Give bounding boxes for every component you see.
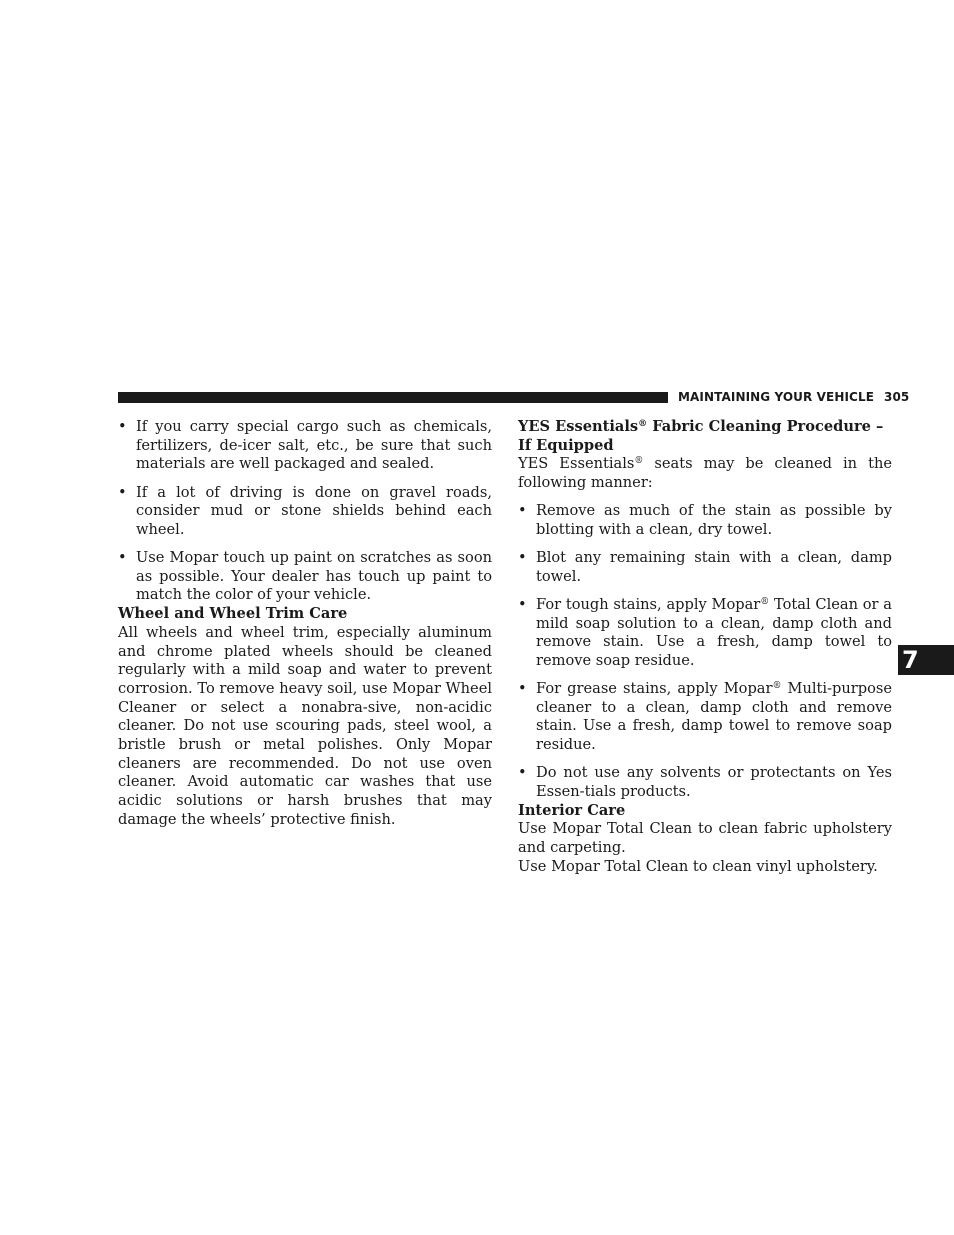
- list-item: • Remove as much of the stain as possible by blotting with a clean, dry towel.: [518, 502, 892, 538]
- page-number: 305: [884, 390, 910, 404]
- fabric-cleaning-list: [518, 502, 892, 801]
- bullet-icon: •: [518, 595, 527, 613]
- bullet-icon: •: [118, 418, 127, 435]
- bullet-icon: •: [518, 502, 527, 520]
- list-item: • For grease stains, apply Mopar® Multi-purpose cleaner to a clean, damp cloth and remove stain. Use a fresh, damp towel to remove soap residue.: [518, 680, 892, 754]
- interior-care-body-2: Use Mopar Total Clean to clean vinyl upholstery.: [518, 857, 878, 875]
- chapter-tab: 7: [898, 645, 954, 675]
- list-item: • Blot any remaining stain with a clean, damp towel.: [518, 549, 892, 585]
- bullet-icon: •: [518, 764, 527, 782]
- bullet-icon: •: [518, 680, 527, 697]
- bullet-icon: •: [118, 549, 127, 566]
- registered-mark: ®: [760, 596, 770, 607]
- wheel-care-heading: Wheel and Wheel Trim Care: [118, 605, 348, 623]
- registered-mark: ®: [634, 456, 644, 467]
- list-item: • Use Mopar touch up paint on scratches as soon as possible. Your dealer has touch up paint to match the color of your vehicle.: [118, 549, 492, 604]
- left-column: [118, 418, 492, 830]
- list-item: • For tough stains, apply Mopar® Total Clean or a mild soap solution to a clean, damp cloth and remove stain. Use a fresh, damp towel to remove soap residue.: [518, 595, 892, 669]
- list-item: • If a lot of driving is done on gravel roads, consider mud or stone shields behind each wheel.: [118, 483, 492, 538]
- bullet-icon: •: [518, 549, 527, 566]
- registered-mark: ®: [772, 681, 782, 691]
- interior-care-body-1: Use Mopar Total Clean to clean fabric upholstery and carpeting.: [518, 820, 892, 857]
- list-item: • If you carry special cargo such as chemicals, fertilizers, de-icer salt, etc., be sure that such materials are well packaged and sealed.: [118, 418, 492, 473]
- bullet-icon: •: [118, 483, 127, 501]
- cargo-bullet-list: [118, 418, 492, 605]
- right-column: [518, 418, 892, 876]
- interior-care-heading: Interior Care: [518, 801, 626, 819]
- registered-mark: ®: [638, 419, 648, 429]
- section-title: MAINTAINING YOUR VEHICLE: [678, 390, 874, 404]
- wheel-care-body: All wheels and wheel trim, especially aluminum and chrome plated wheels should be cleaned regularly with a mild soap and water to prevent corrosion. To remove heavy soil, use Mopar Wheel Cleaner or select a nonabra-sive, non-acidic cleaner. Do not use scouring pads, steel wool, a bristle brush or metal polishes. Only Mopar cleaners are recommended. Do not use oven cleaner. Avoid automatic car washes that use acidic solutions or harsh brushes that may damage the wheels’ protective finish.: [118, 623, 492, 828]
- yes-essentials-heading: YES Essentials® Fabric Cleaning Procedure – If Equipped: [518, 418, 884, 454]
- list-item: • Do not use any solvents or protectants on Yes Essen-tials products.: [518, 764, 892, 800]
- yes-essentials-intro: YES Essentials® seats may be cleaned in the following manner:: [518, 455, 892, 492]
- running-header: [678, 390, 909, 404]
- header-rule: [118, 392, 668, 403]
